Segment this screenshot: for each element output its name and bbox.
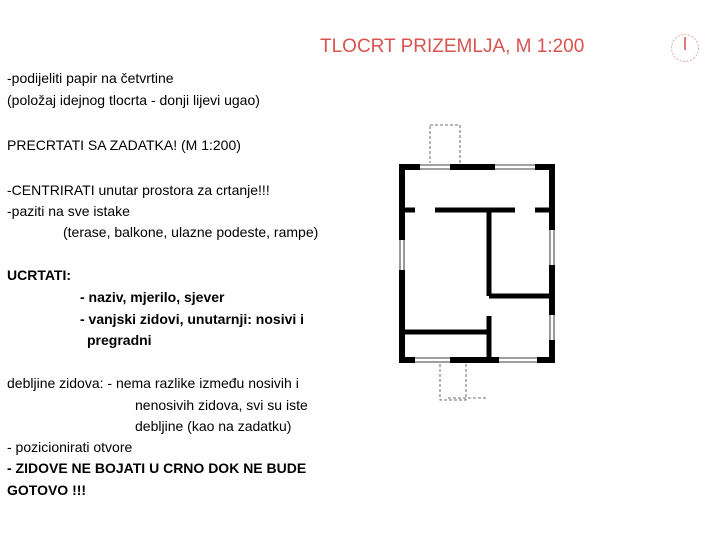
north-arrow-icon: [670, 33, 700, 63]
instruction-line: - vanjski zidovi, unutarnji: nosivi i: [80, 311, 305, 327]
instruction-line: nenosivih zidova, svi su iste: [135, 397, 308, 413]
slide-title: TLOCRT PRIZEMLJA, M 1:200: [320, 36, 585, 57]
instruction-line: -paziti na sve istake: [7, 203, 130, 219]
instruction-line: - pozicionirati otvore: [7, 439, 133, 455]
instruction-line: debljine zidova: - nema razlike između nosivih i: [7, 375, 299, 391]
instruction-line: PRECRTATI SA ZADATKA! (M 1:200): [7, 137, 241, 153]
instruction-line: - ZIDOVE NE BOJATI U CRNO DOK NE BUDE: [7, 460, 307, 476]
instruction-line: (terase, balkone, ulazne podeste, rampe): [63, 224, 319, 240]
instruction-line: debljine (kao na zadatku): [135, 418, 292, 434]
instruction-line: GOTOVO !!!: [7, 482, 87, 498]
instruction-line: pregradni: [87, 332, 152, 348]
instruction-line: - naziv, mjerilo, sjever: [80, 289, 225, 305]
floor-plan: [395, 120, 580, 405]
instruction-line: -podijeliti papir na četvrtine: [7, 70, 174, 86]
instruction-line: -CENTRIRATI unutar prostora za crtanje!!!: [7, 182, 270, 198]
section-heading: UCRTATI:: [7, 267, 72, 283]
instruction-line: (položaj idejnog tlocrta - donji lijevi ugao): [7, 92, 260, 108]
